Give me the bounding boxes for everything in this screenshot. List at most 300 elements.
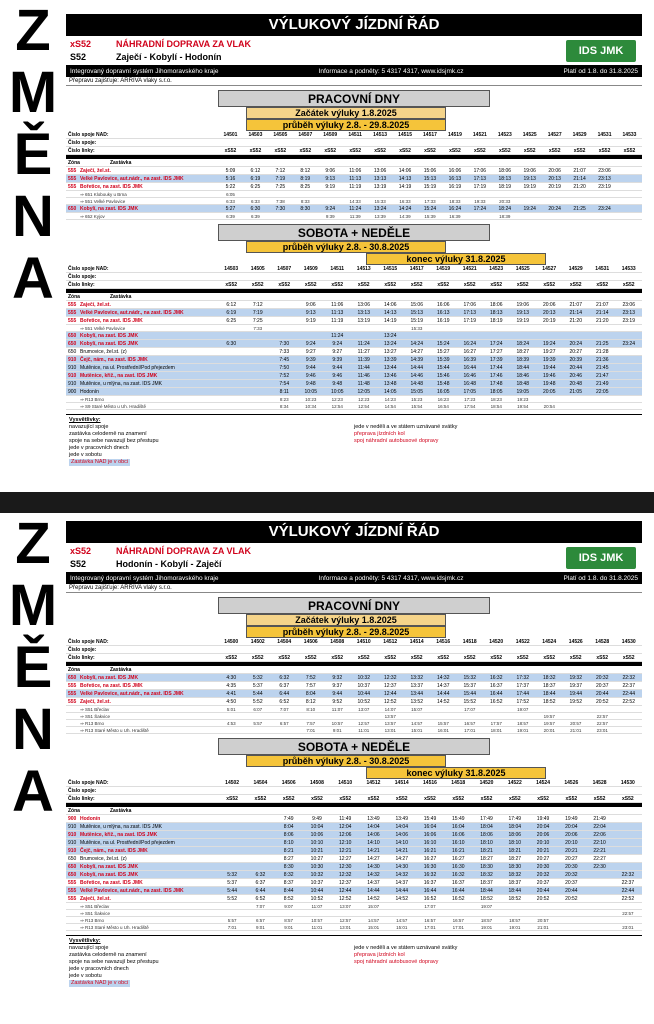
departure-time: 15:23 <box>411 397 423 402</box>
departure-time: 8:34 <box>279 404 289 409</box>
departure-time: 18:48 <box>516 381 529 387</box>
stop-label: ⇒ R13 Brno <box>80 721 105 726</box>
departure-time: 20:06 <box>548 168 561 174</box>
departure-time: 11:27 <box>357 349 370 355</box>
trip-number: 14519 <box>447 132 462 138</box>
departure-time: 16:06 <box>452 832 465 838</box>
stop-name <box>66 380 218 387</box>
departure-time: 16:19 <box>436 318 450 324</box>
table-row <box>66 372 642 380</box>
line-number: xS52 <box>282 796 295 802</box>
table-row <box>66 727 642 734</box>
table-row <box>66 388 642 396</box>
departure-time: 4:35 <box>226 683 237 689</box>
legend-item: přeprava jízdních kol <box>354 431 405 437</box>
departure-time <box>517 198 542 204</box>
departure-time: 18:52 <box>480 896 493 902</box>
departure-time <box>271 727 298 733</box>
zone: 555 <box>68 310 77 316</box>
departure-time: 20:52 <box>595 699 609 705</box>
departure-time <box>298 332 325 339</box>
validity: Platí od 1.8. do 31.8.2025 <box>563 575 638 582</box>
departure-time <box>404 713 431 719</box>
departure-time: 9:06 <box>325 168 336 174</box>
zone: 555 <box>68 880 77 886</box>
table-header-row <box>66 787 642 795</box>
departure-time: 17:13 <box>463 310 476 316</box>
departure-time <box>245 348 272 355</box>
line-number: xS52 <box>254 796 267 802</box>
departure-time: 18:01 <box>490 728 502 733</box>
departure-time: 11:06 <box>331 302 344 308</box>
page-title: VÝLUKOVÝ JÍZDNÍ ŘÁD <box>66 14 642 36</box>
zmena-letter: Z <box>15 513 51 576</box>
trip-number: 14503 <box>248 132 263 138</box>
line-number: xS52 <box>516 655 529 661</box>
stop-name <box>66 720 218 726</box>
departure-time: 16:30 <box>423 864 437 870</box>
departure-time: 22:06 <box>593 832 606 838</box>
departure-time <box>303 910 331 916</box>
departure-time: 7:30 <box>275 206 286 212</box>
departure-time: 21:49 <box>593 816 606 822</box>
operator: Přepravu zajišťuje: ARRIVA vlaky s.r.o. <box>66 584 642 593</box>
trip-number: 14510 <box>356 639 371 645</box>
departure-time <box>343 191 368 197</box>
table-header-row <box>66 159 642 167</box>
zmena-letter: Ě <box>13 122 53 187</box>
line-code: xS52 <box>70 39 92 49</box>
zone: 900 <box>68 389 77 395</box>
departure-time <box>331 910 359 916</box>
departure-time <box>245 356 272 363</box>
stop-label: ⇒ S51 Šakvice <box>80 911 111 916</box>
departure-time: 7:25 <box>252 318 263 324</box>
departure-time: 15:37 <box>463 683 476 689</box>
table-header-row <box>66 666 642 674</box>
departure-time <box>351 332 378 339</box>
departure-time: 18:21 <box>480 848 493 854</box>
departure-time: 23:01 <box>596 728 608 733</box>
table-header-row <box>66 654 642 662</box>
legend-item: navazující spoje <box>69 424 109 430</box>
departure-time: 12:30 <box>338 864 352 870</box>
departure-time: 16:21 <box>423 848 437 854</box>
departure-time <box>404 332 431 339</box>
header-label: Číslo spoje: <box>68 647 97 653</box>
departure-time: 10:21 <box>310 848 324 854</box>
departure-time: 12:54 <box>331 404 343 409</box>
departure-time: 18:06 <box>508 832 522 838</box>
stop-name <box>66 356 218 363</box>
departure-time: 17:32 <box>516 675 529 681</box>
info-bar <box>66 573 642 584</box>
line-number: xS52 <box>357 282 370 288</box>
legend-item: spoj náhradní autobusové dopravy <box>354 438 439 444</box>
departure-time: 19:49 <box>565 816 578 822</box>
departure-time: 10:34 <box>305 404 317 409</box>
departure-time <box>536 325 563 331</box>
departure-time: 9:24 <box>325 206 336 212</box>
departure-time: 14:44 <box>410 365 423 371</box>
departure-time: 20:32 <box>565 872 578 878</box>
departure-time <box>585 871 613 878</box>
departure-time: 13:06 <box>373 168 387 174</box>
zmena-letter: N <box>12 184 54 249</box>
departure-time: 20:21 <box>565 848 578 854</box>
stop-name <box>66 396 218 402</box>
departure-time: 16:52 <box>423 896 437 902</box>
departure-time: 8:06 <box>283 832 294 838</box>
departure-time: 16:05 <box>436 389 450 395</box>
departure-time: 16:37 <box>452 880 465 886</box>
departure-time <box>567 191 592 197</box>
stop-label: ⇒ S9 Staré Město u Uh. Hradiště <box>80 404 147 409</box>
departure-time: 6:32 <box>279 675 290 681</box>
header-label <box>66 807 218 814</box>
departure-time: 7:12 <box>275 168 286 174</box>
trip-number: 14516 <box>423 780 437 786</box>
departure-time: 22:52 <box>622 699 635 705</box>
departure-time: 13:49 <box>395 816 408 822</box>
line-number: xS52 <box>278 282 291 288</box>
stop-name <box>66 301 218 308</box>
departure-time: 22:30 <box>593 864 606 870</box>
stop-label: Bořetice, na zast. IDS JMK <box>80 683 143 689</box>
departure-time <box>245 340 272 347</box>
departure-time: 14:32 <box>436 675 450 681</box>
departure-time <box>617 175 642 182</box>
departure-time: 13:32 <box>410 675 423 681</box>
departure-time <box>442 191 467 197</box>
zmena-letter: Z <box>15 0 51 63</box>
departure-time <box>536 332 563 339</box>
zone: 555 <box>68 318 77 324</box>
departure-time <box>246 855 274 862</box>
departure-time: 20:21 <box>536 848 550 854</box>
departure-time <box>510 332 537 339</box>
departure-time <box>245 396 272 402</box>
departure-time: 5:57 <box>227 918 237 923</box>
departure-time <box>218 863 246 870</box>
trip-number: 14507 <box>298 132 313 138</box>
departure-time <box>318 191 343 197</box>
departure-time: 8:32 <box>283 872 294 878</box>
departure-time: 21:25 <box>573 206 586 212</box>
departure-time: 19:39 <box>542 357 556 363</box>
departure-time: 14:44 <box>395 888 408 894</box>
departure-time: 17:07 <box>464 707 476 712</box>
departure-time: 16:54 <box>437 404 449 409</box>
line-number: xS52 <box>449 148 461 154</box>
line-number: xS52 <box>410 282 423 288</box>
departure-time: 16:04 <box>423 824 437 830</box>
departure-time: 19:07 <box>480 904 493 909</box>
stop-name <box>66 682 218 689</box>
departure-time <box>492 191 517 197</box>
departure-time: 9:32 <box>332 675 343 681</box>
line-header <box>66 36 642 66</box>
departure-time: 17:46 <box>489 373 503 379</box>
departure-time <box>245 388 272 395</box>
legend-title: Vysvětlivky: <box>69 417 101 423</box>
departure-time: 17:19 <box>463 318 476 324</box>
departure-time: 20:46 <box>569 373 582 379</box>
stop-name <box>66 309 218 316</box>
departure-time <box>218 332 245 339</box>
departure-time: 9:39 <box>332 357 343 363</box>
trip-number: 14522 <box>507 780 522 786</box>
line-number: xS52 <box>523 148 536 154</box>
departure-time: 18:04 <box>480 824 493 830</box>
trip-number: 14533 <box>621 266 636 272</box>
table-row <box>66 910 642 917</box>
departure-time: 14:21 <box>395 848 408 854</box>
line-number: xS52 <box>623 148 636 154</box>
departure-time: 5:22 <box>225 184 236 190</box>
departure-time: 18:44 <box>508 888 522 894</box>
trip-number: 14500 <box>224 639 239 645</box>
departure-time: 11:49 <box>339 816 352 822</box>
table-weekend <box>66 265 642 410</box>
departure-time: 17:05 <box>463 389 476 395</box>
departure-time: 10:27 <box>310 856 324 862</box>
departure-time <box>218 831 246 838</box>
departure-time: 13:39 <box>374 214 386 219</box>
line-number: xS52 <box>304 282 317 288</box>
line-number: xS52 <box>424 148 436 154</box>
departure-time <box>293 213 318 219</box>
departure-time: 16:44 <box>463 365 476 371</box>
departure-time <box>567 198 592 204</box>
departure-time: 23:13 <box>598 176 611 182</box>
departure-time <box>483 713 510 719</box>
header-label: Číslo spoje: <box>68 140 97 146</box>
departure-time <box>529 903 557 909</box>
period-label: průběh výluky 2.8. - 30.8.2025 <box>246 241 446 253</box>
departure-time: 10:57 <box>311 918 323 923</box>
departure-time: 9:01 <box>332 728 342 733</box>
departure-time: 18:32 <box>480 872 493 878</box>
departure-time: 8:27 <box>283 856 294 862</box>
departure-time: 22:32 <box>622 675 635 681</box>
departure-time <box>563 706 590 712</box>
departure-time: 11:39 <box>357 357 370 363</box>
departure-time <box>246 847 274 854</box>
stop-label: Zaječí, žel.st. <box>80 168 111 174</box>
departure-time <box>585 887 613 894</box>
departure-time: 10:52 <box>357 699 370 705</box>
departure-time: 12:37 <box>338 880 352 886</box>
stop-label: ⇒ R13 Staré Město u Uh. Hradiště <box>80 925 149 930</box>
departure-time: 14:21 <box>367 848 380 854</box>
departure-time: 21:49 <box>595 381 609 387</box>
departure-time <box>359 910 387 916</box>
departure-time <box>218 325 245 331</box>
table-row <box>66 887 642 895</box>
departure-time <box>585 924 613 930</box>
departure-time <box>616 380 643 387</box>
table-row <box>66 698 642 706</box>
zone: 650 <box>68 341 77 347</box>
departure-time: 7:38 <box>275 199 285 204</box>
departure-time: 11:24 <box>331 333 344 339</box>
departure-time: 10:05 <box>330 389 344 395</box>
departure-time: 6:12 <box>226 302 237 308</box>
departure-time: 14:04 <box>395 824 408 830</box>
departure-time: 9:27 <box>332 349 343 355</box>
departure-time: 16:24 <box>448 206 462 212</box>
departure-time: 17:57 <box>490 721 502 726</box>
departure-time: 19:13 <box>516 310 529 316</box>
departure-time: 7:07 <box>256 904 265 909</box>
departure-time: 19:57 <box>543 721 555 726</box>
departure-time: 14:44 <box>367 888 380 894</box>
departure-time <box>324 325 351 331</box>
zone: 555 <box>68 302 77 308</box>
departure-time <box>388 910 416 916</box>
line-number: xS52 <box>311 796 323 802</box>
trip-number: 14527 <box>542 266 557 272</box>
departure-time: 21:28 <box>595 349 609 355</box>
operator: Přepravu zajišťuje: ARRIVA vlaky s.r.o. <box>66 77 642 86</box>
stop-name <box>66 879 218 886</box>
departure-time <box>444 910 472 916</box>
departure-time <box>616 325 643 331</box>
departure-time: 18:27 <box>508 856 522 862</box>
line-code: xS52 <box>70 546 92 556</box>
stop-name <box>66 364 218 371</box>
departure-time: 12:10 <box>338 840 352 846</box>
departure-time: 15:24 <box>423 206 437 212</box>
departure-time: 14:54 <box>384 404 396 409</box>
departure-time: 14:07 <box>384 707 396 712</box>
trip-number: 14503 <box>224 266 239 272</box>
departure-time: 19:19 <box>516 318 529 324</box>
departure-time: 22:10 <box>593 840 606 846</box>
departure-time <box>393 191 418 197</box>
departure-time <box>614 831 642 838</box>
departure-time: 20:06 <box>542 302 556 308</box>
table-row <box>66 831 642 839</box>
stop-name <box>66 823 218 830</box>
departure-time: 17:27 <box>489 349 503 355</box>
stop-name <box>66 839 218 846</box>
table-header-row <box>66 281 642 289</box>
departure-time <box>563 713 590 719</box>
departure-time: 22:05 <box>595 389 609 395</box>
departure-time <box>351 713 378 719</box>
departure-time: 17:01 <box>424 925 436 930</box>
stop-label: Mutěnice, křiž., na zast. IDS JMK <box>80 832 158 838</box>
departure-time: 8:04 <box>283 824 294 830</box>
departure-time: 12:23 <box>358 397 370 402</box>
zmena-letter: Ě <box>13 635 53 700</box>
departure-time: 20:32 <box>536 872 550 878</box>
trip-number: 14513 <box>356 266 371 272</box>
departure-time: 6:33 <box>226 199 235 204</box>
stop-name <box>66 727 218 733</box>
header-label: Číslo linky: <box>68 655 95 661</box>
stop-name <box>66 831 218 838</box>
departure-time: 19:44 <box>569 691 582 697</box>
departure-time: 8:25 <box>300 184 311 190</box>
departure-time: 13:52 <box>410 699 423 705</box>
departure-time <box>218 364 245 371</box>
departure-time: 14:27 <box>367 856 380 862</box>
departure-time <box>218 372 245 379</box>
departure-time: 18:39 <box>499 214 511 219</box>
departure-time: 14:57 <box>367 918 380 923</box>
zone: 910 <box>68 357 77 363</box>
departure-time: 20:37 <box>565 880 578 886</box>
departure-time: 6:30 <box>250 206 261 212</box>
departure-time: 13:13 <box>357 310 370 316</box>
departure-time: 14:46 <box>410 373 423 379</box>
legend-item: spoje na sebe navazují bez přestupu <box>69 438 159 444</box>
departure-time <box>246 815 274 822</box>
line-number: xS52 <box>598 148 611 154</box>
departure-time <box>268 213 293 219</box>
trip-number: 14515 <box>398 132 412 138</box>
stop-name <box>66 340 218 347</box>
departure-time: 8:52 <box>283 896 294 902</box>
zone: 555 <box>68 691 77 697</box>
departure-time: 9:13 <box>305 310 316 316</box>
departure-time: 8:37 <box>283 880 294 886</box>
departure-time: 6:19 <box>250 176 261 182</box>
departure-time: 20:39 <box>569 357 582 363</box>
departure-time: 20:19 <box>542 318 556 324</box>
departure-time <box>589 396 616 402</box>
trip-number: 14520 <box>489 639 504 645</box>
line-number: xS52 <box>251 655 264 661</box>
departure-time: 14:27 <box>395 856 408 862</box>
departure-time: 21:36 <box>595 357 609 363</box>
header-label: Číslo spoje NAD: <box>68 639 109 645</box>
section-workdays: PRACOVNÍ DNY <box>218 90 490 107</box>
zmena-letter: M <box>8 573 58 638</box>
departure-time: 14:32 <box>395 872 408 878</box>
departure-time: 16:06 <box>448 168 462 174</box>
header-label: Číslo spoje NAD: <box>68 266 109 272</box>
line-number: xS52 <box>399 148 411 154</box>
departure-time: 20:19 <box>548 184 561 190</box>
line-number: xS52 <box>374 148 386 154</box>
table-row <box>66 682 642 690</box>
table-row <box>66 895 642 903</box>
departure-time: 15:52 <box>463 699 476 705</box>
departure-time: 11:19 <box>331 318 344 324</box>
departure-time: 12:32 <box>338 872 352 878</box>
departure-time: 12:44 <box>338 888 352 894</box>
line-number: xS52 <box>367 796 380 802</box>
line-number: xS52 <box>304 655 317 661</box>
departure-time: 20:37 <box>536 880 550 886</box>
departure-time <box>218 727 245 733</box>
departure-time: 13:01 <box>384 728 396 733</box>
trip-number: 14507 <box>277 266 292 272</box>
line-header <box>66 543 642 573</box>
departure-time: 20:24 <box>569 341 582 347</box>
departure-time: 15:24 <box>436 341 450 347</box>
departure-time: 18:37 <box>480 880 493 886</box>
departure-time: 8:44 <box>283 888 294 894</box>
departure-time: 13:13 <box>373 176 387 182</box>
stop-label: Zaječí, žel.st. <box>80 302 111 308</box>
stop-name <box>66 403 218 409</box>
departure-time: 14:13 <box>398 176 412 182</box>
